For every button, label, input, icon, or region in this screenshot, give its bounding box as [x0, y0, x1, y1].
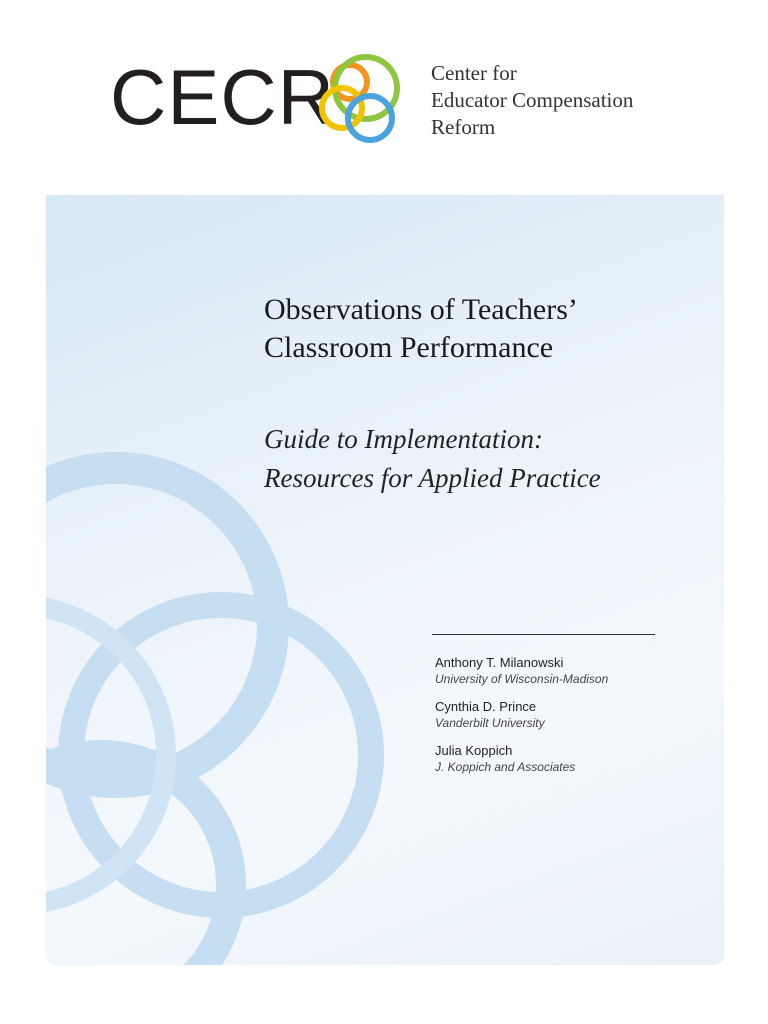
organization-name-line: Center for	[431, 61, 517, 85]
author-entry	[435, 742, 715, 775]
document-subtitle	[264, 420, 704, 498]
organization-name-line: Educator Compensation	[431, 88, 634, 112]
author-entry	[435, 654, 715, 687]
author-affiliation: Vanderbilt University	[435, 716, 545, 730]
interlocking-rings-logo-icon	[310, 52, 406, 148]
organization-name-line: Reform	[431, 115, 496, 139]
author-name: Anthony T. Milanowski	[435, 655, 564, 670]
cover-panel	[46, 195, 724, 965]
document-title-line: Observations of Teachers’	[264, 293, 578, 326]
cecr-wordmark: CECR	[110, 53, 336, 141]
author-name: Julia Koppich	[435, 743, 513, 758]
document-subtitle-line: Resources for Applied Practice	[264, 463, 601, 493]
author-list	[435, 654, 715, 786]
document-title	[264, 291, 704, 367]
document-title-line: Classroom Performance	[264, 331, 554, 364]
author-name: Cynthia D. Prince	[435, 699, 537, 714]
author-divider	[432, 634, 655, 635]
document-subtitle-line: Guide to Implementation:	[264, 424, 543, 454]
organization-name	[431, 60, 633, 141]
author-entry	[435, 698, 715, 731]
author-affiliation: University of Wisconsin-Madison	[435, 672, 609, 686]
author-affiliation: J. Koppich and Associates	[435, 760, 576, 774]
